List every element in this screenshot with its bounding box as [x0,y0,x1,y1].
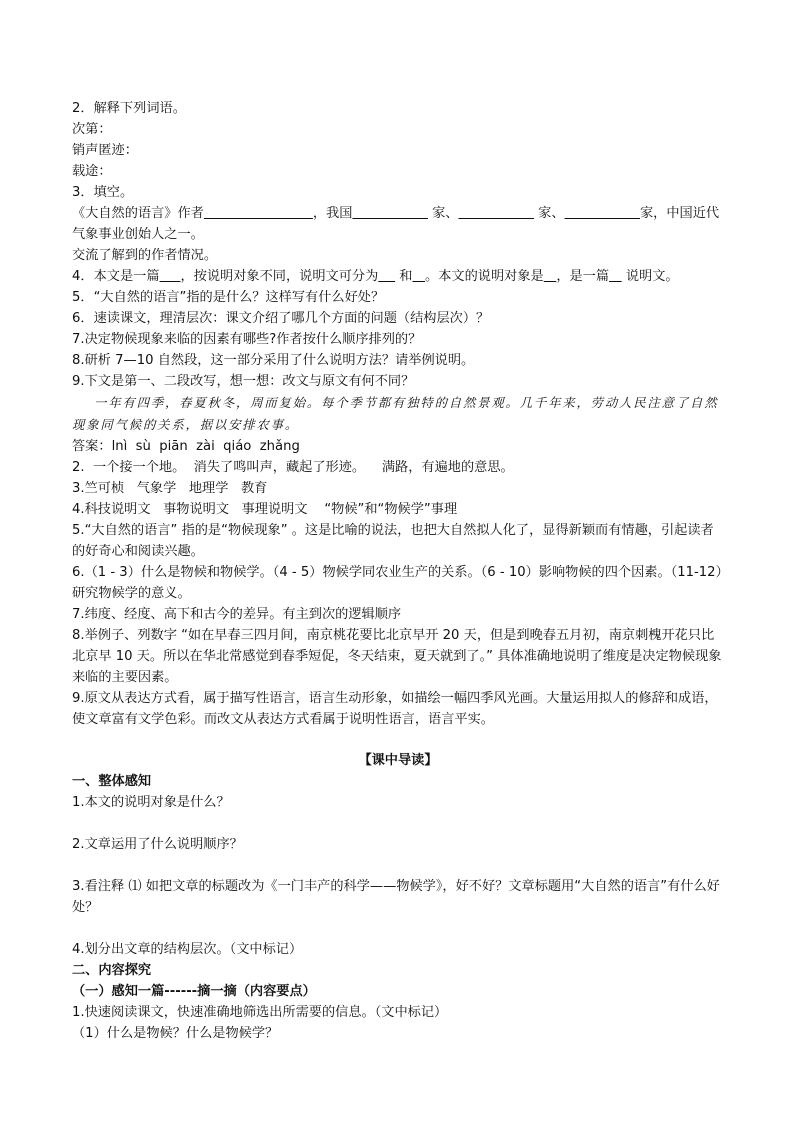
section1-question-1: 1.本文的说明对象是什么？ [72,795,230,810]
question-3-fill [72,203,724,245]
question-7: 7.决定物候现象来临的因素有哪些?作者按什么顺序排列的？ [72,332,422,347]
answer-9: 9.原文从表达方式看，属于描写性语言，语言生动形象，如描绘一幅四季风光画。大量运用拟人的修辞和成语，使文章富有文学色彩。而改文从表达方式看属于说明性语言，语言平实。 [72,691,718,727]
answer-8: 8.举例子、列数字 “如在早春三四月间，南京桃花要比北京早开 20 天，但是到晚春五月初，南京刺槐开花只比北京早 10 天。所以在华北常感觉到春季短促，冬天结束，夏天就到了。” 具体准确地说明了维度是决定物候现象来临的主要因素。 [72,628,722,685]
blank-line [458,206,533,221]
term-cidi: 次第： [72,122,112,137]
answer-5: 5.“大自然的语言” 指的是“物候现象” 。这是比喻的说法，也把大自然拟人化了，显得新颖而有情趣，引起读者的好奇心和阅读兴趣。 [72,523,714,559]
question-4 [72,266,724,287]
text-segment: 家，中国近代气象事业创始人之一。 [72,206,720,242]
text-segment: ，按说明对象不同，说明文可分为 [180,269,379,284]
question-5: 5．“大自然的语言”指的是什么？这样写有什么好处？ [72,290,385,305]
answer-6: 6.（1 - 3）什么是物候和物候学。（4 - 5）物候学同农业生产的关系。（6 - 10）影响物候的四个因素。（11-12）研究物候学的意义。 [72,565,723,601]
text-segment: 和 [399,269,413,284]
text-segment: 4．本文是一篇 [72,269,160,284]
answer-label: 答案： [72,439,112,454]
text-segment: 家、 [538,206,565,221]
question-3: 3．填空。 [72,185,134,200]
section1-question-2: 2.文章运用了什么说明顺序？ [72,837,243,852]
answer-space [72,918,724,939]
text-segment: ，是一篇 [556,269,610,284]
text-segment: 家、 [432,206,459,221]
question-9-passage: 一年有四季，春夏秋冬，周而复始。每个季节都有独特的自然景观。几千年来，劳动人民注意了自然现象同气候的关系，据以安排农事。 [72,395,719,432]
text-segment: 《大自然的语言》作者 [72,206,204,221]
answer-pinyin: lnì sù piān zài qiáo zhǎng [111,439,300,454]
question-6: 6．速读课文，理清层次：课文介绍了哪几个方面的问题（结构层次）？ [72,311,490,326]
blank-line [544,269,557,284]
answer-space [72,813,724,834]
text-segment: 。本文的说明对象是 [425,269,544,284]
question-3-b: 交流了解到的作者情况。 [72,248,218,263]
blank-line [204,206,313,221]
section-heading-1: 一、整体感知 [72,774,152,789]
answer-7: 7.纬度、经度、高下和古今的差异。有主到次的逻辑顺序 [72,607,402,622]
blank-line [378,269,395,284]
question-9: 9.下文是第一、二段改写，想一想：改文与原文有何不同？ [72,374,415,389]
text-segment: 说明文。 [625,269,679,284]
section2-question-1: 1.快速阅读课文，快速准确地筛选出所需要的信息。（文中标记） [72,1005,448,1020]
section-title: 【课中导读】 [358,753,438,768]
subsection-heading: （一）感知一篇------摘一摘（内容要点） [72,984,316,999]
section-heading-2: 二、内容探究 [72,963,152,978]
answer-2: 2. 一个接一个地。 消失了鸣叫声，藏起了形迹。 满路，有遍地的意思。 [72,460,514,475]
term-zaitu: 载途： [72,164,112,179]
document-content [72,98,724,1044]
text-segment: ，我国 [312,206,353,221]
question-8: 8.研析 7—10 自然段，这一部分采用了什么说明方法？请举例说明。 [72,353,475,368]
answer-3: 3.竺可桢 气象学 地理学 教育 [72,481,268,496]
blank-line [565,206,640,221]
section1-question-3: 3.看注释 ⑴ 如把文章的标题改为《一门丰产的科学——物候学》，好不好？文章标题用“大自然的语言”有什么好处？ [72,879,720,915]
answer-1 [72,436,724,457]
blank-line [160,269,181,284]
blank-line [412,269,425,284]
blank-line [609,269,622,284]
answer-space [72,855,724,876]
section2-question-1a: （1）什么是物候？什么是物候学？ [72,1026,279,1041]
answer-4: 4.科技说明文 事物说明文 事理说明文 “物候”和“物候学”事理 [72,502,458,517]
term-xiaosheng: 销声匿迹： [72,143,138,158]
spacer [72,730,724,740]
blank-line [352,206,427,221]
question-2: 2．解释下列词语。 [72,101,186,116]
section1-question-4: 4.划分出文章的结构层次。（文中标记） [72,942,303,957]
